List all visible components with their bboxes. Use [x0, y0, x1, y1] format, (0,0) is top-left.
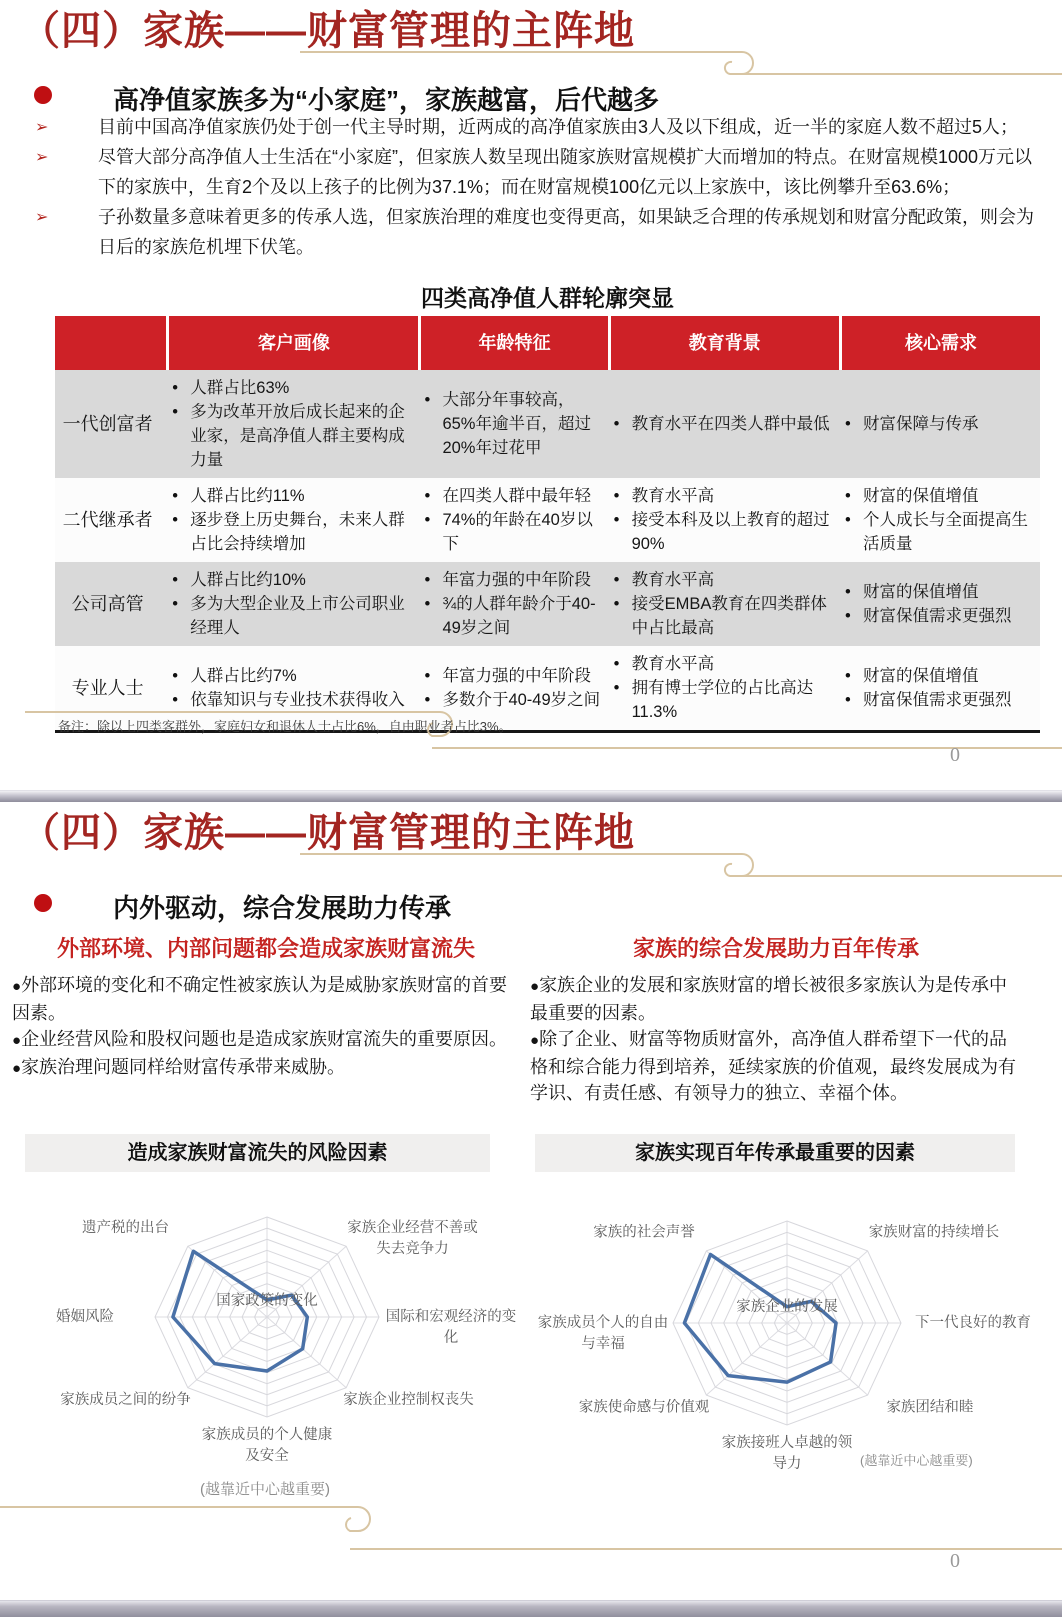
svg-text:家族成员的个人健康及安全: 家族成员的个人健康及安全: [201, 1427, 333, 1464]
cell-item: • 接受本科及以上教育的超过90%: [608, 508, 833, 556]
row-label: 专业人士: [55, 646, 166, 730]
table-header-profile: 客户画像: [166, 316, 418, 370]
row-label: 公司高管: [55, 562, 166, 646]
svg-text:家族成员个人的自由与幸福: 家族成员个人的自由与幸福: [537, 1315, 669, 1352]
table-header-needs: 核心需求: [839, 316, 1040, 370]
slide1-heading-text: 高净值家族多为“小家庭”，家族越富，后代越多: [113, 85, 660, 115]
table-row: [55, 562, 1040, 646]
cell-item: • 74%的年龄在40岁以下: [418, 508, 601, 556]
cell-item: • 接受EMBA教育在四类群体中占比最高: [608, 592, 833, 640]
table-row: [55, 478, 1040, 562]
point-item: [0, 202, 1062, 262]
slide-1: [0, 0, 1062, 790]
cell-age: [418, 370, 607, 478]
point-text: 目前中国高净值家族仍处于创一代主导时期，近两成的高净值家族由3人及以下组成，近一半的家庭人数不超过5人；: [98, 117, 1019, 137]
panel-point: ● 企业经营风险和股权问题也是造成家族财富流失的重要原因。: [12, 1026, 520, 1054]
arrow-bullet-icon: ➢: [35, 119, 49, 136]
left-panel-heading: 外部环境、内部问题都会造成家族财富流失: [56, 936, 475, 961]
svg-text:遗产税的出台: 遗产税的出台: [81, 1220, 169, 1236]
svg-text:家族的社会声誉: 家族的社会声誉: [593, 1224, 695, 1241]
cell-needs: [839, 646, 1040, 730]
svg-text:家族企业经营不善或失去竞争力: 家族企业经营不善或失去竞争力: [347, 1220, 478, 1257]
cell-item: • 教育水平高: [608, 652, 833, 676]
cell-education: [608, 646, 839, 730]
cell-item: • 人群占比约10%: [166, 568, 412, 592]
cell-item: • 拥有博士学位的占比高达11.3%: [608, 676, 833, 724]
cell-item: • 逐步登上历史舞台，未来人群占比会持续增加: [166, 508, 412, 556]
table-footnote: 备注：除以上四类客群外，家庭妇女和退休人士占比6%，自由职业者占比3%。: [58, 719, 512, 734]
right-panel: [530, 972, 1022, 1106]
hnwi-segments-table: [55, 316, 1040, 733]
cell-profile: [166, 562, 418, 646]
cell-education: [608, 370, 839, 478]
legacy-chart-title: 家族实现百年传承最重要的因素: [535, 1134, 1015, 1172]
cell-item: • 个人成长与全面提高生活质量: [839, 508, 1034, 556]
cell-item: • 财富保值需求更强烈: [839, 688, 1034, 712]
bullet-dot-icon: [34, 86, 52, 104]
bullet-dot-icon: [34, 894, 52, 912]
cell-item: • 教育水平高: [608, 568, 833, 592]
slide-2: [0, 802, 1062, 1617]
cell-item: • 财富的保值增值: [839, 484, 1034, 508]
point-text: 尽管大部分高净值人士生活在“小家庭”，但家族人数呈现出随家族财富规模扩大而增加的特点。在财富规模1000万元以下的家族中，生育2个及以上孩子的比例为37.1%；而在财富规模100亿元以上家族中，该比例攀升至63.6%；: [98, 147, 1033, 197]
cell-item: • 多为改革开放后成长起来的企业家，是高净值人群主要构成力量: [166, 400, 412, 472]
cell-age: [418, 562, 607, 646]
cell-item: • 财富保值需求更强烈: [839, 604, 1034, 628]
svg-text:婚姻风险: 婚姻风险: [56, 1309, 114, 1325]
table-title: 四类高净值人群轮廓突显: [421, 285, 674, 311]
table-row: [55, 370, 1040, 478]
cell-item: • 依靠知识与专业技术获得收入: [166, 688, 412, 712]
cell-needs: [839, 562, 1040, 646]
cell-needs: [839, 478, 1040, 562]
table-header-education: 教育背景: [608, 316, 839, 370]
cell-profile: [166, 478, 418, 562]
cell-item: • 教育水平在四类人群中最低: [608, 412, 833, 436]
bottom-band: [0, 1600, 1062, 1617]
svg-text:家族使命感与价值观: 家族使命感与价值观: [578, 1399, 710, 1416]
cell-item: • ¾的人群年龄介于40-49岁之间: [418, 592, 601, 640]
cell-item: • 财富的保值增值: [839, 664, 1034, 688]
right-panel-heading: 家族的综合发展助力百年传承: [632, 936, 919, 961]
svg-text:家族成员之间的纷争: 家族成员之间的纷争: [60, 1392, 191, 1408]
row-label: 二代继承者: [55, 478, 166, 562]
table-header-row: [55, 316, 1040, 370]
table-header-age: 年龄特征: [418, 316, 607, 370]
cell-item: • 大部分年事较高，65%年逾半百，超过20%年过花甲: [418, 388, 601, 460]
cell-item: • 多数介于40-49岁之间: [418, 688, 601, 712]
svg-text:国家政策的变化: 国家政策的变化: [216, 1293, 318, 1309]
svg-text:家族团结和睦: 家族团结和睦: [886, 1399, 974, 1416]
slide1-title: （四）家族——财富管理的主阵地: [20, 9, 635, 53]
slide1-points: [0, 112, 1062, 262]
svg-text:家族财富的持续增长: 家族财富的持续增长: [868, 1224, 1000, 1241]
cell-item: • 财富保障与传承: [839, 412, 1034, 436]
slide2-heading-text: 内外驱动，综合发展助力传承: [113, 893, 452, 923]
slide-divider: [0, 790, 1062, 802]
cell-item: • 年富力强的中年阶段: [418, 664, 601, 688]
point-item: [0, 112, 1062, 142]
svg-text:家族企业的发展: 家族企业的发展: [736, 1299, 838, 1315]
radar-caption: (越靠近中心越重要): [860, 1453, 973, 1468]
svg-text:国际和宏观经济的变化: 国际和宏观经济的变化: [385, 1309, 517, 1346]
table-corner-cell: [55, 316, 166, 370]
risk-radar-chart: [5, 1178, 525, 1508]
slide2-title: （四）家族——财富管理的主阵地: [20, 811, 635, 855]
cell-item: • 教育水平高: [608, 484, 833, 508]
page-number: 0: [950, 1550, 960, 1572]
panel-point: ● 家族企业的发展和家族财富的增长被很多家族认为是传承中最重要的因素。: [530, 972, 1022, 1026]
panel-point: ● 家族治理问题同样给财富传承带来威胁。: [12, 1054, 520, 1082]
svg-text:家族企业控制权丧失: 家族企业控制权丧失: [343, 1392, 474, 1408]
svg-text:家族接班人卓越的领导力: 家族接班人卓越的领导力: [721, 1435, 853, 1472]
arrow-bullet-icon: ➢: [35, 209, 49, 226]
left-panel: [12, 972, 520, 1082]
point-text: 子孙数量多意味着更多的传承人选，但家族治理的难度也变得更高，如果缺乏合理的传承规划和财富分配政策，则会为日后的家族危机埋下伏笔。: [98, 207, 1034, 257]
page-number: 0: [950, 744, 960, 766]
cell-item: • 在四类人群中最年轻: [418, 484, 601, 508]
cell-item: • 人群占比63%: [166, 376, 412, 400]
point-item: [0, 142, 1062, 202]
cell-education: [608, 478, 839, 562]
arrow-bullet-icon: ➢: [35, 149, 49, 166]
cell-needs: [839, 370, 1040, 478]
cell-item: • 多为大型企业及上市公司职业经理人: [166, 592, 412, 640]
risk-chart-title: 造成家族财富流失的风险因素: [25, 1134, 490, 1172]
cell-item: • 年富力强的中年阶段: [418, 568, 601, 592]
cell-item: • 人群占比约11%: [166, 484, 412, 508]
panel-point: ● 除了企业、财富等物质财富外，高净值人群希望下一代的品格和综合能力得到培养，延续家族的价值观，最终发展成为有学识、有责任感、有领导力的独立、幸福个体。: [530, 1026, 1022, 1106]
cell-age: [418, 478, 607, 562]
panel-point: ● 外部环境的变化和不确定性被家族认为是威胁家族财富的首要因素。: [12, 972, 520, 1026]
radar-caption: (越靠近中心越重要): [200, 1481, 330, 1498]
cell-item: • 人群占比约7%: [166, 664, 412, 688]
cell-education: [608, 562, 839, 646]
cell-profile: [166, 370, 418, 478]
row-label: 一代创富者: [55, 370, 166, 478]
cell-item: • 财富的保值增值: [839, 580, 1034, 604]
svg-text:下一代良好的教育: 下一代良好的教育: [915, 1315, 1031, 1331]
